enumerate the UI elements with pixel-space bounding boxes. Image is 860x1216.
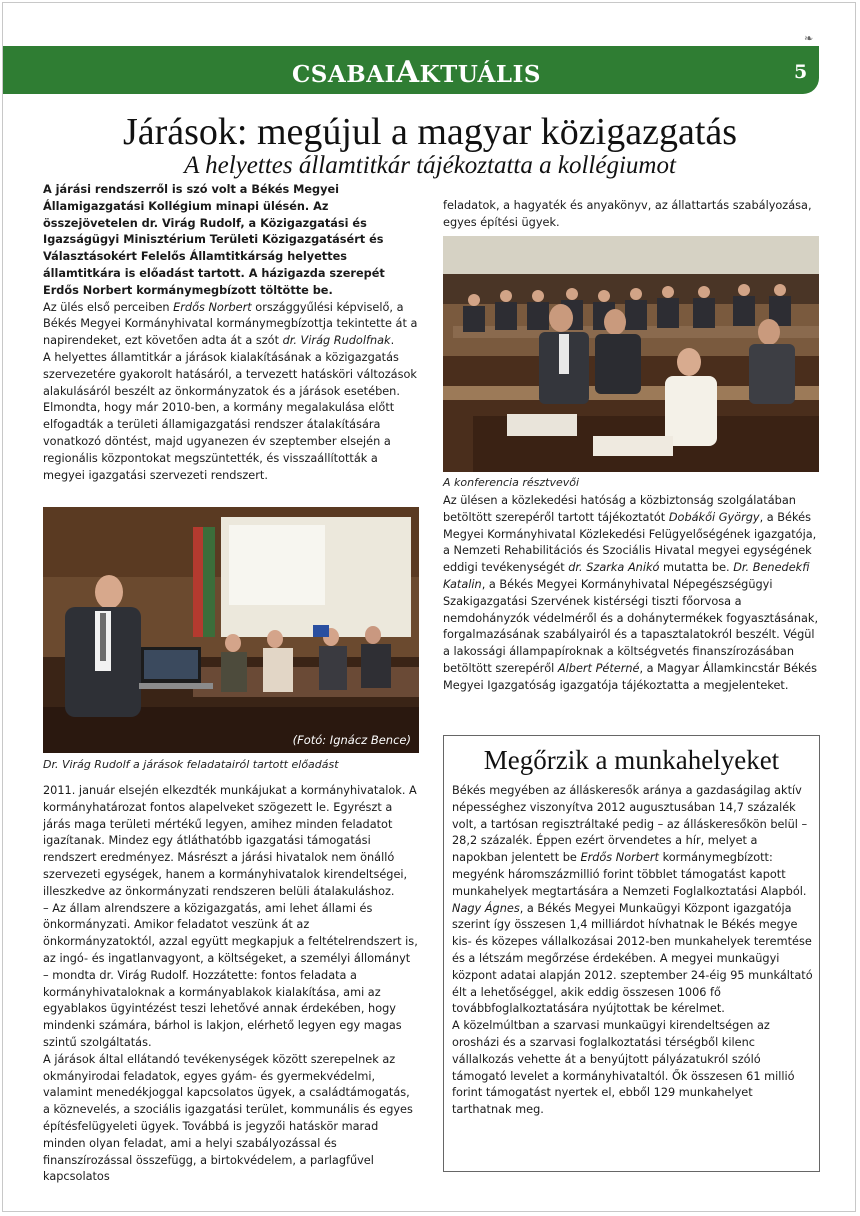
article-paragraph: A helyettes államtitkár a járások kialakításának a közigazgatás szervezetére gyakorolt hatásáról, a tervezett hatásköri változások alakulásáról beszélt az önkormányzatok és a járások esetében. Elmondta, hogy már 2010-ben, a kormány megalakulása előtt elfogadták a területi államigazgatási rendszer átalakítására vonatkozó döntést, majd ugyanezen év szeptember elsején a regionális központokat megszüntették, és visszaállították a megyei igazgatási szervezeti rendszert.: [43, 350, 417, 482]
text-run: mutatta be.: [659, 561, 734, 575]
person-name: Dobákői György: [668, 510, 760, 524]
brand-rest: KTUÁLIS: [419, 61, 541, 88]
article-paragraph: A járások által ellátandó tevékenységek között szerepelnek az okmányirodai feladatok, egyes gyám- és gyermekvédelmi, valamint menedékjoggal kapcsolatos ügyek, a családtámogatás, a köznevelés, a szociális igazgatási terület, kommunális és egyes építésfelügyeleti ügyek. Továbbá is jegyzői hatáskör marad minden olyan feladat, ami a helyi szabályozással és finanszírozással összefügg, a birtokvédelem, a parlagfűvel kapcsolatos: [43, 1052, 413, 1184]
photo-credit: (Fotó: Ignácz Bence): [292, 733, 411, 747]
text-run: , a Magyar Államkincstár Békés Megyei Igazgatóság igazgatója tájékoztatta a megjelenteket.: [443, 661, 817, 692]
person-name: Erdős Norbert: [580, 851, 659, 865]
person-name: Dr. Benedekfi Katalin: [443, 561, 810, 591]
sidebar-paragraph: A közelmúltban a szarvasi munkaügyi kirendeltségen az orosházi és a szarvasi foglalkoztatási térségből kilenc vállalkozás vehette át a benyújtott pályázatukról szóló támogató levelet a kormányhivataltól. Ők összesen 61 millió forint támogatást nyertek el, ebből 129 munkahelyet tarthatnak meg.: [452, 1019, 795, 1117]
person-name: dr. Virág Rudolfnak: [282, 334, 391, 348]
text-run: , a Békés Megyei Kormányhivatal Közlekedési Felügyelőségének igazgatója, a Nemzeti Rehabilitációs és Szociális Hivatal megyei egységének eddigi tevékenységét: [443, 510, 817, 575]
brand-first-word: CSABAI: [292, 61, 396, 88]
page-number: 5: [794, 61, 808, 83]
article-paragraph: 2011. január elsején elkezdték munkájukat a kormányhivatalok. A kormányhatározat fontos alapelveket szögezett le. Egyrészt a járás maga területi mértékű legyen, amihez minden feladatot igazítanak. Mindez egy átláthatóbb igazgatási támogatási rendszert eredményez. Másrészt a járási hivatalok nem önálló szervezeti egységek, hanem a kormányhivatalok kirendeltségei, illeszkedve az önkormányzati rendszeren belüli átalakuláshoz.: [43, 784, 417, 898]
sidebar-paragraph: [452, 901, 814, 1019]
person-name: Erdős Norbert: [173, 300, 252, 314]
article-paragraph: – Az állam alrendszere a közigazgatás, ami lehet állami és önkormányzati. Amikor feladatot veszünk át az önkormányzatoktól, azzal együtt megkapjuk a feltételrendszert is, az ingó- és ingatlanvagyont, a költségeket, a személyi állományt – mondta dr. Virág Rudolf. Hozzátette: fontos feladata a kormányhivataloknak a kormányablakok kialakítása, ami az egyablakos ügyintézést teszi lehetővé annak érdekében, hogy mindenki számára, bárhol is lakjon, elérhető legyen egy magas szintű szolgáltatás.: [43, 901, 418, 1049]
right-column-continuation: feladatok, a hagyaték és anyakönyv, az állattartás szabályozása, egyes építési ügyek.: [443, 199, 812, 229]
article-headline: Járások: megújul a magyar közigazgatás: [122, 111, 738, 153]
text-run: Békés megyében az álláskeresők aránya a gazdaságilag aktív népességhez viszonyítva 2012 augusztusában 14,7 százalék volt, a tartósan regisztráltaké pedig – az álláskeresőkön belül – 28,2 százalék. Éppen ezért örvendetes a hír, melyet a napokban jelentett be: [452, 784, 808, 865]
brand-initial: A: [395, 55, 420, 90]
audience-photo: [443, 236, 819, 472]
text-run: országgyűlési képviselő, a Békés Megyei Kormányhivatal kormánymegbízottja tekintette át a napirendeket, ezt követően adta át a szót: [43, 300, 418, 348]
text-run: , a Békés Megyei Kormányhivatal Népegészségügyi Szakigazgatási Szervének kistérségi tiszti főorvosa a nemdohányzók védelméről és a dohánytermékek fogyasztásának, forgalmazásának szabályairól és a tapasztalatokról beszélt. Végül a lakossági állampapíroknak a költségvetés finanszírozásában betöltött szerepéről: [443, 577, 819, 675]
text-run: kormánymegbízott: megyénk háromszázmillió forint többlet támogatást kapott munkahelyek megtartására a Nemzeti Foglalkoztatási Alapból.: [452, 851, 807, 898]
audience-photo-caption: A konferencia résztvevői: [443, 476, 580, 489]
right-column-text: [443, 493, 821, 695]
sidebar-text: [452, 783, 814, 1119]
text-run: Az ülésen a közlekedési hatóság a közbiztonság szolgálatában betöltött szerepéről tartott tájékoztatót: [443, 494, 796, 524]
article-paragraph: [443, 493, 821, 695]
speaker-photo: [43, 507, 419, 753]
text-run: .: [390, 334, 395, 348]
text-run: , a Békés Megyei Munkaügyi Központ igazgatója szerint így összesen 1,4 milliárdot hívhatnak le Békés megye kis- és közepes vállalkozásai 2012-ben munkahelyek teremtése és a létszám megőrzése érdekében. A megyei munkaügyi központ adatai alapján 2012. szeptember 24-éig 95 munkáltató élt a lehetőséggel, akik eddig összesen 1006 fő továbbfoglalkoztatására nyújtottak be kérelmet.: [452, 901, 813, 1016]
left-column-upper: [43, 182, 419, 484]
sidebar-paragraph: [452, 783, 814, 901]
article-paragraph: [43, 300, 419, 350]
article-lead: A járási rendszerről is szó volt a Békés Megyei Államigazgatási Kollégium minapi ülésén. Az összejövetelen dr. Virág Rudolf, a Közigazgatási és Igazságügyi Minisztérium Területi Közigazgatásért és Választásokért Felelős Államtitkárság helyettes államtitkára is előadást tartott. A házigazda szerepét Erdős Norbert kormánymegbízott töltötte be.: [43, 183, 385, 297]
sidebar-heading: Megőrzik a munkahelyeket: [483, 745, 780, 775]
article-subheadline: A helyettes államtitkár tájékoztatta a kollégiumot: [184, 152, 676, 179]
left-column-lower: [43, 783, 419, 1186]
person-name: Nagy Ágnes: [452, 901, 520, 915]
publication-title: [292, 55, 541, 90]
text-run: Az ülés első perceiben: [43, 300, 174, 314]
person-name: dr. Szarka Anikó: [568, 561, 660, 575]
speaker-photo-caption: Dr. Virág Rudolf a járások feladatairól tartott előadást: [43, 758, 339, 771]
person-name: Albert Péterné: [557, 661, 640, 675]
ornament-icon: ❧: [804, 32, 814, 45]
